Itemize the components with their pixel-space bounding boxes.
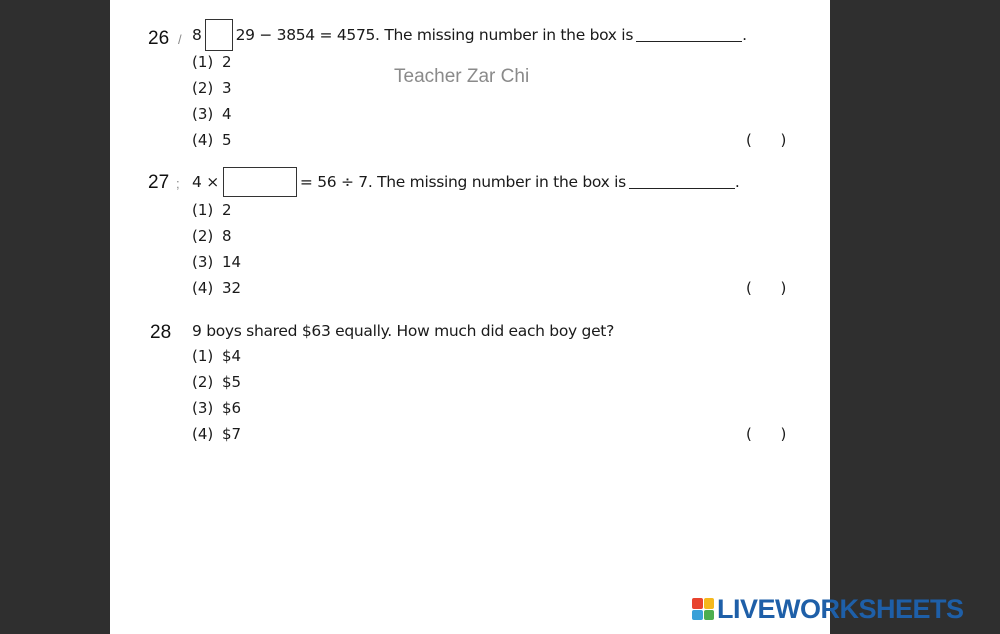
question-stem: [192, 18, 747, 52]
question-number: 26: [148, 28, 170, 49]
answer-blank[interactable]: [636, 29, 742, 42]
answer-box[interactable]: [205, 19, 233, 51]
question-stem: [192, 320, 614, 342]
option-label: (2): [192, 227, 214, 245]
answer-parentheses[interactable]: ( ): [746, 131, 787, 149]
option-value: $4: [222, 347, 242, 365]
option-label: (3): [192, 105, 214, 123]
option-4[interactable]: [192, 425, 241, 443]
option-3[interactable]: [192, 399, 241, 417]
logo-square-blue: [692, 610, 703, 621]
option-value: 5: [222, 131, 232, 149]
stem-text: 9 boys shared $63 equally. How much did each boy get?: [192, 322, 615, 340]
worksheet-page: [110, 0, 830, 634]
answer-parentheses[interactable]: ( ): [746, 279, 787, 297]
logo-square-green: [704, 610, 715, 621]
option-value: 3: [222, 79, 232, 97]
option-value: 8: [222, 227, 232, 245]
option-value: $5: [222, 373, 242, 391]
stem-suffix: = 56 ÷ 7. The missing number in the box is: [299, 173, 626, 191]
option-label: (1): [192, 347, 214, 365]
question-number: 28: [150, 322, 172, 343]
watermark-text: Teacher Zar Chi: [394, 66, 530, 87]
logo-square-red: [692, 598, 703, 609]
option-value: 14: [222, 253, 242, 271]
option-label: (1): [192, 53, 214, 71]
logo-square-yellow: [704, 598, 715, 609]
option-value: 4: [222, 105, 232, 123]
stem-prefix: 8: [192, 26, 202, 44]
option-2[interactable]: [192, 373, 241, 391]
option-1[interactable]: [192, 53, 232, 71]
stem-suffix: 29 − 3854 = 4575. The missing number in the box is: [235, 26, 634, 44]
option-label: (2): [192, 79, 214, 97]
option-1[interactable]: [192, 347, 241, 365]
option-4[interactable]: [192, 131, 232, 149]
option-label: (3): [192, 399, 214, 417]
option-label: (2): [192, 373, 214, 391]
answer-parentheses[interactable]: ( ): [746, 425, 787, 443]
option-value: $7: [222, 425, 242, 443]
option-label: (3): [192, 253, 214, 271]
option-1[interactable]: [192, 201, 232, 219]
option-value: $6: [222, 399, 242, 417]
answer-box[interactable]: [223, 167, 297, 197]
logo-text: LIVEWORKSHEETS: [717, 593, 964, 624]
option-3[interactable]: [192, 105, 232, 123]
question-mark: ;: [176, 176, 180, 191]
question-mark: /: [178, 32, 182, 47]
option-value: 2: [222, 201, 232, 219]
option-label: (4): [192, 425, 214, 443]
liveworksheets-logo: [692, 594, 964, 624]
question-number: 27: [148, 172, 170, 193]
option-value: 32: [222, 279, 242, 297]
option-value: 2: [222, 53, 232, 71]
answer-blank[interactable]: [629, 176, 735, 189]
stem-prefix: 4 ×: [192, 173, 219, 191]
option-3[interactable]: [192, 253, 241, 271]
question-stem: [192, 166, 740, 198]
stem-end: .: [734, 173, 740, 191]
logo-mark-icon: [692, 598, 714, 620]
option-label: (4): [192, 131, 214, 149]
option-label: (4): [192, 279, 214, 297]
option-label: (1): [192, 201, 214, 219]
stem-end: .: [742, 26, 747, 44]
option-2[interactable]: [192, 227, 232, 245]
option-2[interactable]: [192, 79, 232, 97]
option-4[interactable]: [192, 279, 241, 297]
